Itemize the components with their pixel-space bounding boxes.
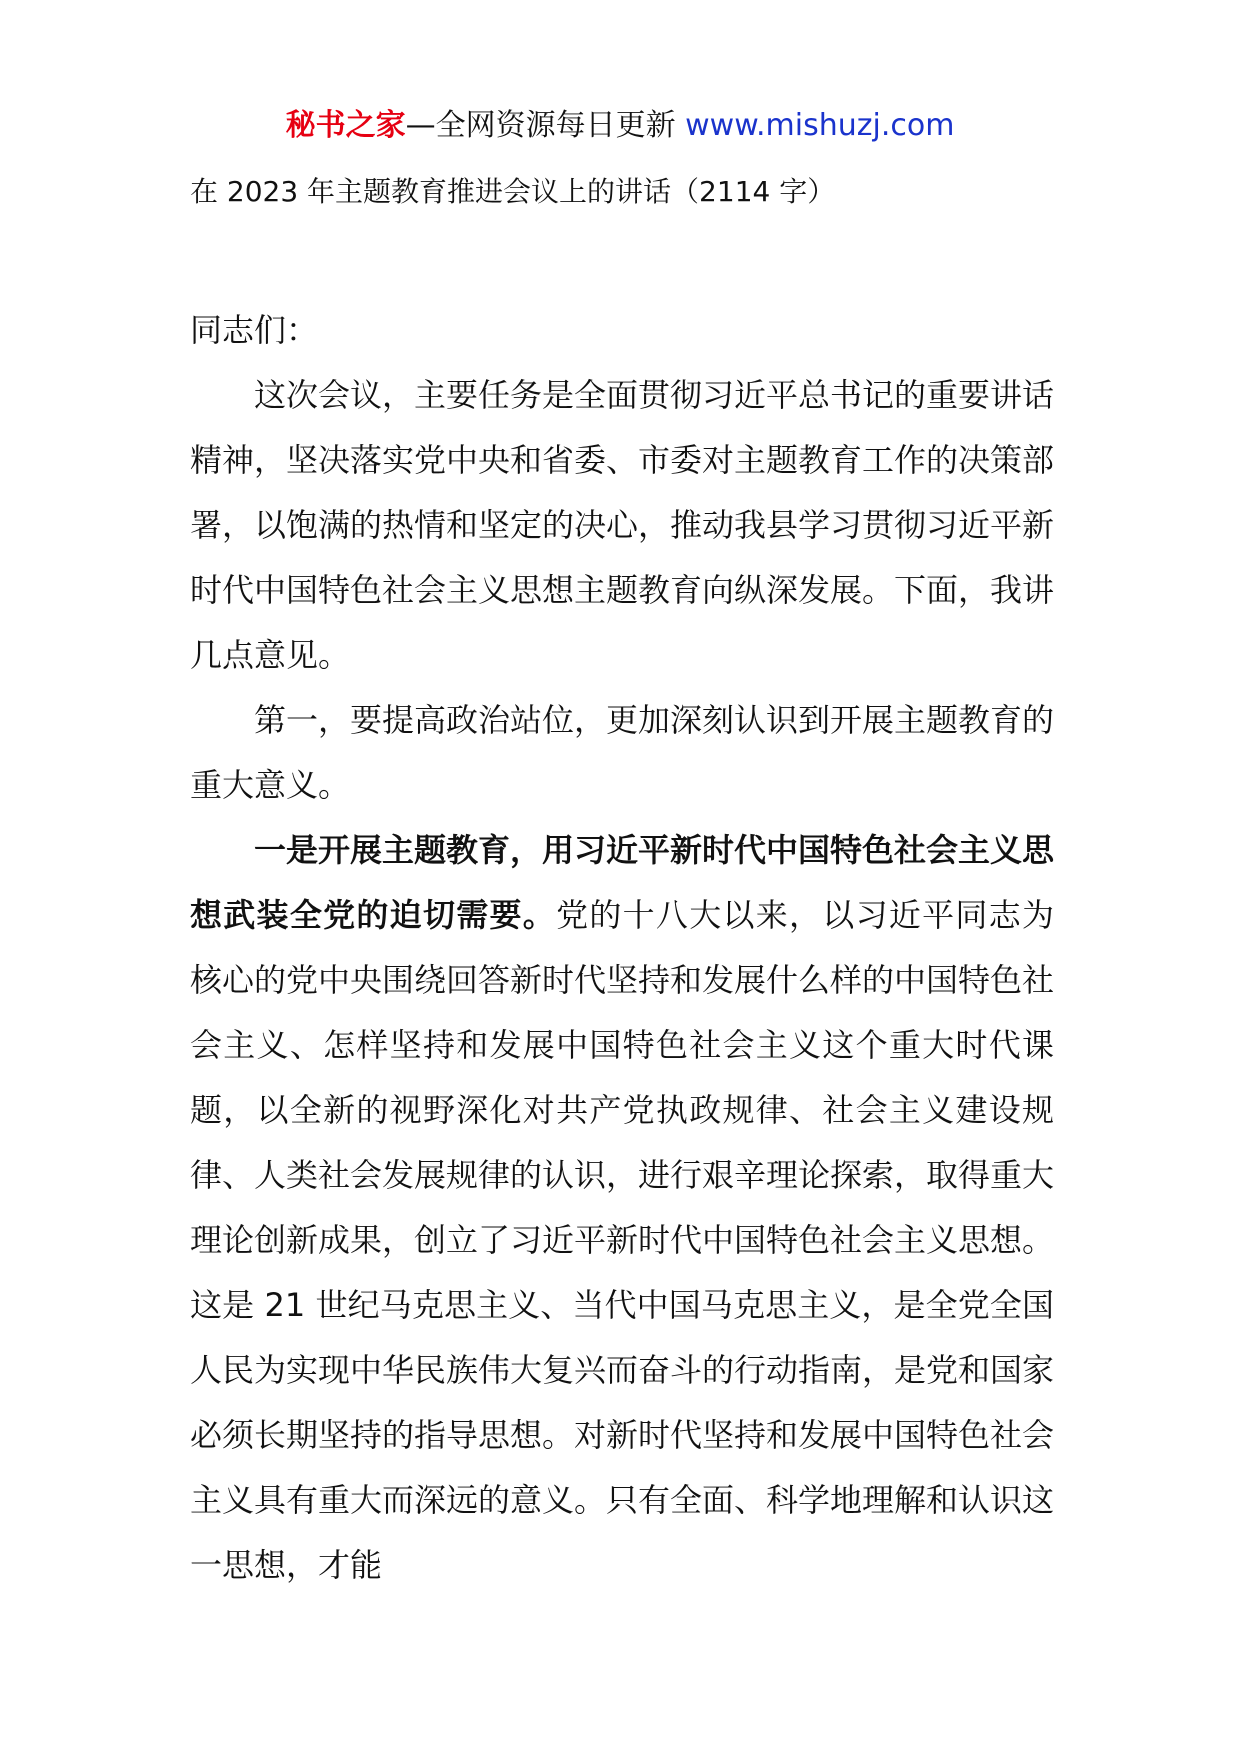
point-one-lead: 一是开展主题教育，用习近平新时代中国特色社会主义思想武装全党的迫切需要。: [190, 831, 1055, 934]
brand-name: 秘书之家: [285, 108, 406, 143]
paragraph-intro: 这次会议，主要任务是全面贯彻习近平总书记的重要讲话精神，坚决落实党中央和省委、市委对主题教育工作的决策部署，以饱满的热情和坚定的决心，推动我县学习贯彻习近平新时代中国特色社会主义思想主题教育向纵深发展。下面，我讲几点意见。: [190, 376, 1055, 674]
paragraph-point-one: [190, 818, 1054, 1598]
point-one-body: 党的十八大以来，以习近平同志为核心的党中央围绕回答新时代坚持和发展什么样的中国特色社会主义、怎样坚持和发展中国特色社会主义这个重大时代课题，以全新的视野深化对共产党执政规律、社会主义建设规律、人类社会发展规律的认识，进行艰辛理论探索，取得重大理论创新成果，创立了习近平新时代中国特色社会主义思想。这是 21 世纪马克思主义、当代中国马克思主义，是全党全国人民为实现中华民族伟大复兴而奋斗的行动指南，是党和国家必须长期坚持的指导思想。对新时代坚持和发展中国特色社会主义具有重大而深远的意义。只有全面、科学地理解和认识这一思想，才能: [190, 896, 1055, 1584]
site-header: [0, 104, 1240, 148]
document-title: 在 2023 年主题教育推进会议上的讲话（2114 字）: [190, 175, 836, 208]
salutation: 同志们：: [190, 311, 319, 349]
document-body: [190, 298, 1054, 1598]
header-tagline: —全网资源每日更新: [405, 108, 686, 143]
site-url-link[interactable]: www.mishuzj.com: [685, 108, 955, 143]
paragraph-section-one-heading: 第一，要提高政治站位，更加深刻认识到开展主题教育的重大意义。: [190, 701, 1055, 804]
